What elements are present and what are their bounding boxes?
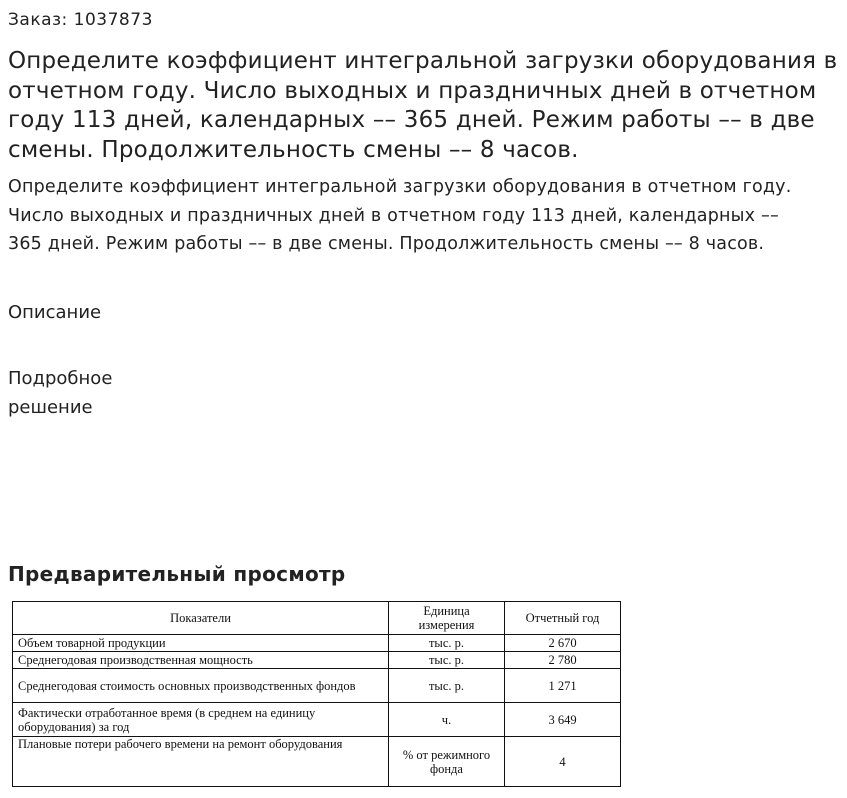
row-name: Фактически отработанное время (в среднем на единицу оборудования) за год xyxy=(13,703,389,737)
row-name: Среднегодовая производственная мощность xyxy=(13,652,389,669)
table-row xyxy=(13,635,621,652)
row-value: 4 xyxy=(505,737,621,787)
preview-table xyxy=(12,601,621,787)
task-title: Определите коэффициент интегральной загрузки оборудования в отчетном году. Число выходных и праздничных дней в отчетном году 113 дней, календарных –– 365 дней. Режим работы –– в две смены. Продолжительность смены –– 8 часов. xyxy=(8,48,838,163)
row-unit: тыс. р. xyxy=(389,652,505,669)
table-row xyxy=(13,652,621,669)
table-row xyxy=(13,737,621,787)
order-number: Заказ: 1037873 xyxy=(8,10,153,30)
row-name: Объем товарной продукции xyxy=(13,635,389,652)
row-value: 3 649 xyxy=(505,703,621,737)
table-row xyxy=(13,703,621,737)
preview-title: Предварительный просмотр xyxy=(8,562,346,586)
task-description: Определите коэффициент интегральной загрузки оборудования в отчетном году. Число выходных и праздничных дней в отчетном году 113 дней, календарных –– 365 дней. Режим работы –– в две смены. Продолжительность смены –– 8 часов. xyxy=(8,177,792,254)
header-year: Отчетный год xyxy=(505,602,621,635)
row-value: 2 780 xyxy=(505,652,621,669)
description-label: Описание xyxy=(8,302,102,323)
row-value: 1 271 xyxy=(505,669,621,703)
row-unit: % от режимного фонда xyxy=(389,737,505,787)
table-header-row xyxy=(13,602,621,635)
table-row xyxy=(13,669,621,703)
solution-label xyxy=(8,364,148,422)
header-indicator: Показатели xyxy=(13,602,389,635)
row-value: 2 670 xyxy=(505,635,621,652)
row-name: Среднегодовая стоимость основных производственных фондов xyxy=(13,669,389,703)
header-unit: Единица измерения xyxy=(389,602,505,635)
row-name: Плановые потери рабочего времени на ремонт оборудования xyxy=(13,737,389,787)
solution-label-line1: Подробное xyxy=(8,368,113,389)
row-unit: тыс. р. xyxy=(389,635,505,652)
row-unit: тыс. р. xyxy=(389,669,505,703)
solution-label-line2: решение xyxy=(8,397,93,418)
row-unit: ч. xyxy=(389,703,505,737)
